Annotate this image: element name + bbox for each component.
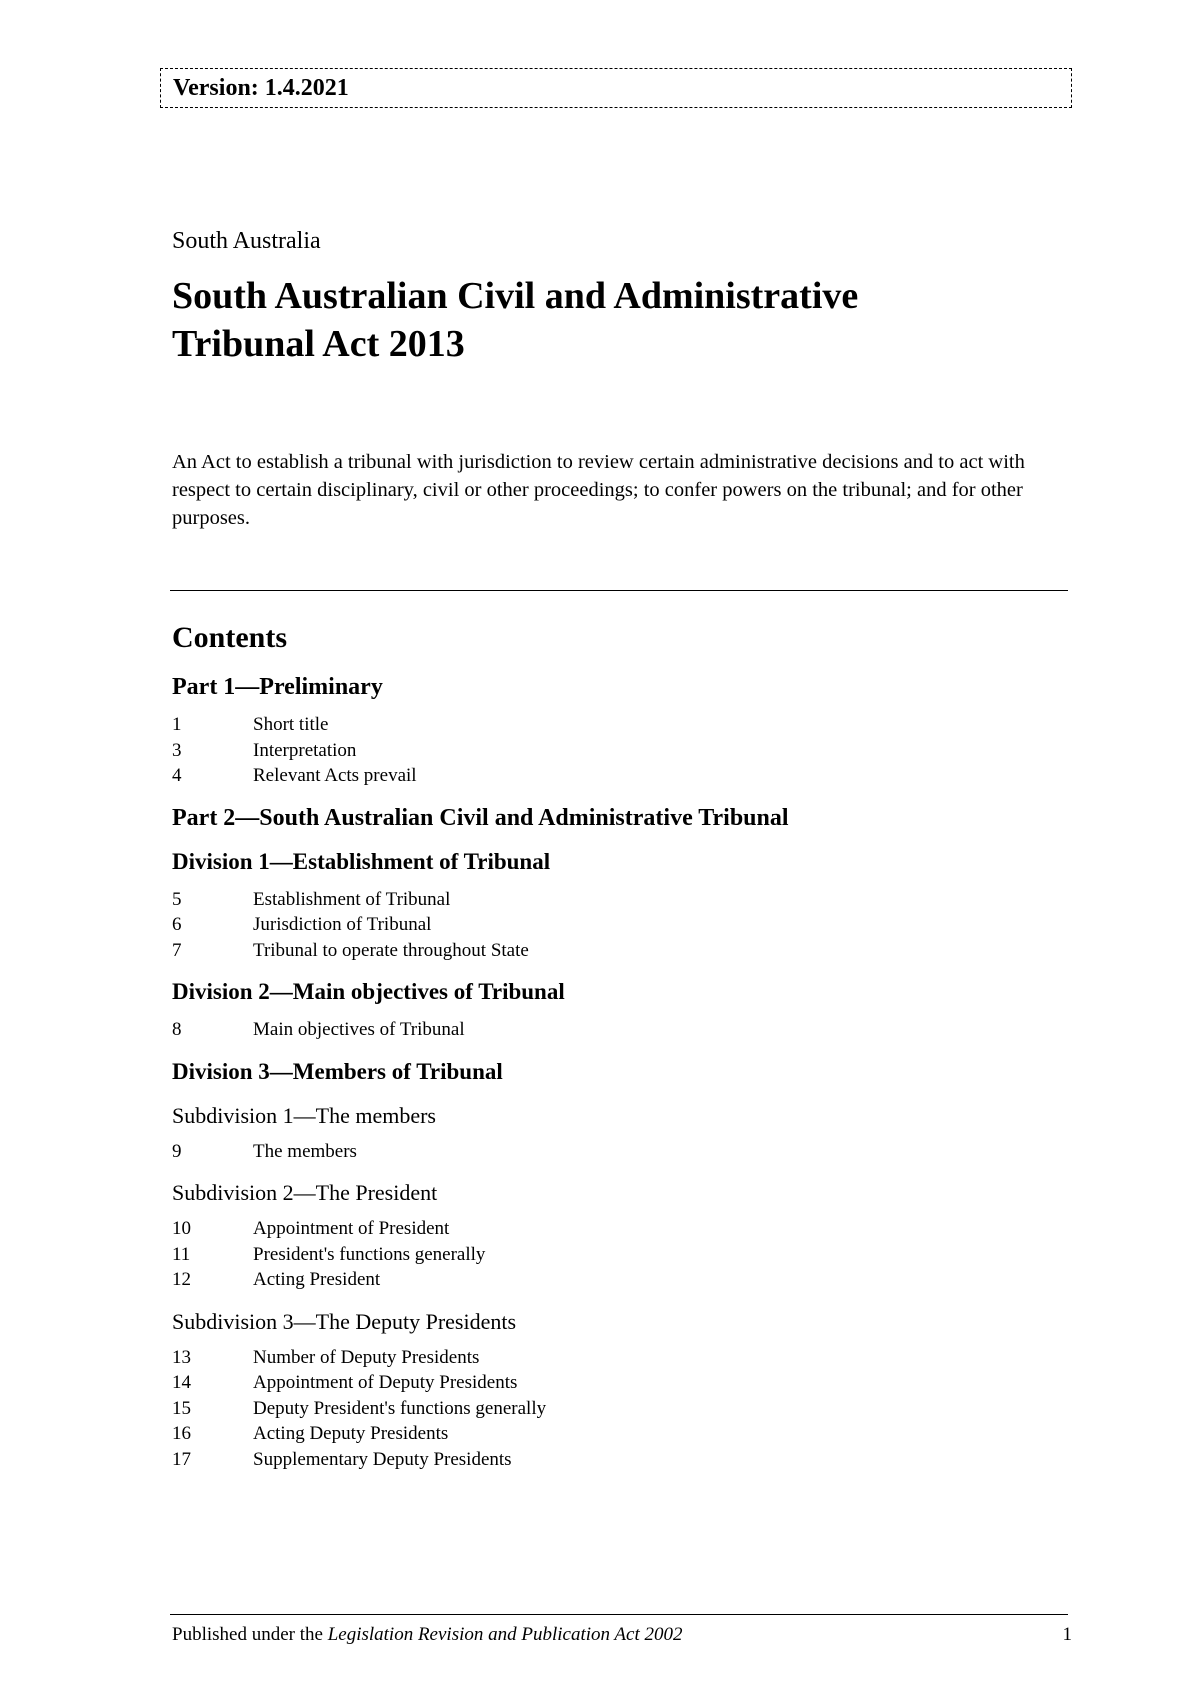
toc-item-label: Appointment of Deputy Presidents — [253, 1372, 518, 1393]
footer-divider — [170, 1614, 1068, 1615]
footer-publication-note — [172, 1622, 683, 1648]
toc-item[interactable] — [172, 1267, 1052, 1293]
toc-item-number: 10 — [172, 1218, 191, 1239]
toc-item[interactable] — [172, 938, 1052, 964]
contents-heading: Contents — [172, 621, 288, 654]
toc-division-3[interactable]: Division 3—Members of Tribunal — [172, 1058, 503, 1084]
toc-item[interactable] — [172, 1396, 1052, 1422]
toc-item-label: Number of Deputy Presidents — [253, 1346, 480, 1368]
toc-item[interactable] — [172, 1345, 1052, 1371]
toc-item-number: 14 — [172, 1372, 191, 1393]
toc-item[interactable] — [172, 1242, 1052, 1268]
version-header — [160, 68, 1072, 108]
toc-item-label: Acting President — [253, 1269, 381, 1290]
toc-division-1[interactable]: Division 1—Establishment of Tribunal — [172, 848, 551, 874]
toc-item[interactable] — [172, 1139, 1052, 1165]
toc-item-label: Establishment of Tribunal — [253, 888, 451, 910]
toc-subdivision-1[interactable]: Subdivision 1—The members — [172, 1102, 436, 1128]
toc-subdivision-3[interactable]: Subdivision 3—The Deputy Presidents — [172, 1308, 517, 1334]
toc-division-2[interactable]: Division 2—Main objectives of Tribunal — [172, 979, 565, 1004]
toc-item[interactable] — [172, 887, 1052, 913]
toc-subdivision-2[interactable]: Subdivision 2—The President — [172, 1180, 438, 1205]
page-number: 1 — [1062, 1624, 1072, 1645]
toc-item-number: 8 — [172, 1019, 182, 1040]
toc-item-number: 12 — [172, 1269, 191, 1290]
toc-item-number: 16 — [172, 1423, 191, 1444]
toc-item-label: Short title — [253, 714, 329, 735]
toc-item-number: 17 — [172, 1448, 191, 1470]
act-title-line2: Tribunal Act 2013 — [172, 323, 465, 365]
toc-item-label: President's functions generally — [253, 1243, 486, 1265]
toc-item-number: 11 — [172, 1243, 191, 1265]
toc-item-label: Interpretation — [253, 739, 357, 761]
toc-item[interactable] — [172, 1421, 1052, 1447]
toc-item[interactable] — [172, 912, 1052, 938]
toc-item[interactable] — [172, 1017, 1052, 1043]
divider — [170, 590, 1068, 591]
toc-item[interactable] — [172, 712, 1052, 738]
toc-item[interactable] — [172, 738, 1052, 764]
toc-part-1[interactable]: Part 1—Preliminary — [172, 674, 383, 700]
toc-item-number: 3 — [172, 739, 182, 761]
jurisdiction: South Australia — [172, 228, 321, 254]
toc-part-2[interactable]: Part 2—South Australian Civil and Administrative Tribunal — [172, 804, 789, 831]
toc-item-label: Relevant Acts prevail — [253, 765, 417, 786]
toc-item[interactable] — [172, 1370, 1052, 1396]
toc-item-number: 7 — [172, 939, 182, 961]
toc-item-number: 1 — [172, 714, 182, 735]
footer-act-name: Legislation Revision and Publication Act 2002 — [327, 1624, 683, 1645]
toc-item-number: 6 — [172, 914, 182, 935]
toc-item[interactable] — [172, 1447, 1052, 1473]
toc-item-label: The members — [253, 1140, 357, 1162]
toc-item[interactable] — [172, 763, 1052, 789]
toc-item-label: Tribunal to operate throughout State — [253, 939, 529, 961]
toc-item-number: 4 — [172, 765, 182, 786]
act-title-line1: South Australian Civil and Administrative — [172, 275, 859, 317]
act-title — [172, 272, 1052, 368]
toc-item-label: Supplementary Deputy Presidents — [253, 1448, 512, 1470]
table-of-contents — [172, 666, 1052, 1472]
version-text: Version: 1.4.2021 — [173, 75, 349, 101]
toc-item[interactable] — [172, 1216, 1052, 1242]
toc-item-number: 9 — [172, 1140, 182, 1162]
toc-item-label: Appointment of President — [253, 1218, 450, 1239]
toc-item-label: Jurisdiction of Tribunal — [253, 914, 432, 935]
toc-item-number: 15 — [172, 1397, 191, 1419]
toc-item-number: 13 — [172, 1346, 191, 1368]
toc-item-number: 5 — [172, 888, 182, 910]
long-title: An Act to establish a tribunal with jurisdiction to review certain administrative decisions and to act with respect to certain disciplinary, civil or other proceedings; to confer powers on the tribunal; and for other purposes. — [172, 451, 1025, 529]
footer-prefix: Published under the — [172, 1624, 328, 1645]
toc-item-label: Main objectives of Tribunal — [253, 1019, 465, 1040]
toc-item-label: Deputy President's functions generally — [253, 1397, 547, 1419]
toc-item-label: Acting Deputy Presidents — [253, 1423, 449, 1444]
